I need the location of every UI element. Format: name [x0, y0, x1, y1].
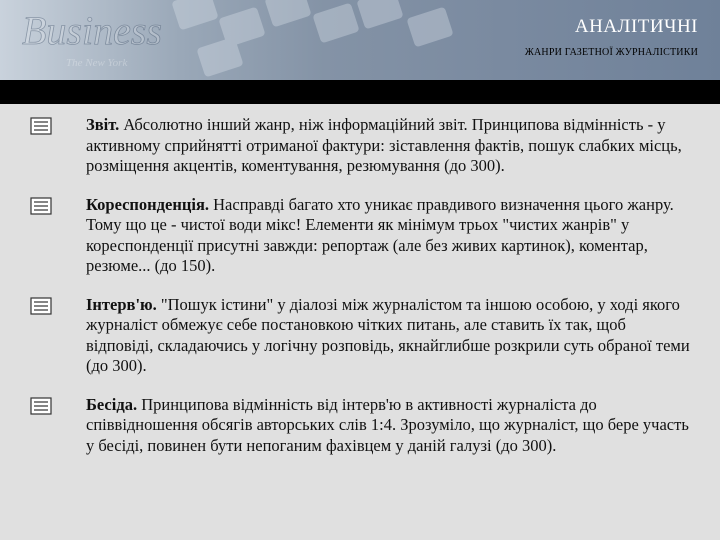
list-item: [30, 395, 690, 457]
list-item: [30, 295, 690, 377]
item-text: "Пошук істини" у діалозі між журналістом та іншою особою, у ході якого журналіст обмежує себе постановкою чітких питань, але ставить їх так, щоб відповіді, складаючись у логічну розповідь, якнайглибше розкрили суть обраної теми (до 300).: [86, 294, 690, 375]
slide-subtitle: ЖАНРИ ГАЗЕТНОЇ ЖУРНАЛІСТИКИ: [524, 47, 698, 58]
logo-text: Business: [22, 8, 162, 53]
slide-header: [0, 0, 720, 80]
item-term: Інтерв'ю.: [86, 294, 157, 314]
item-text: Абсолютно інший жанр, ніж інформаційний звіт. Принципова відмінність - у активному сприйнятті отриманої фактури: зіставлення фактів, пошук слабких місць, розміщення акцентів, коментування, резюмування (до 300).: [86, 115, 682, 175]
calculator-keys-decor: [171, 0, 453, 77]
list-item: [30, 195, 690, 277]
slide-title: АНАЛІТИЧНІ: [574, 16, 698, 37]
bullet-list: [30, 115, 690, 474]
document-bullet-icon: [30, 297, 52, 315]
logo-subtext: The New York: [66, 57, 128, 69]
item-term: Звіт.: [86, 115, 120, 134]
item-term: Кореспонденція.: [86, 194, 210, 214]
list-item: [30, 115, 690, 177]
item-text: Насправді багато хто уникає правдивого визначення цього жанру. Тому що це - чистої води мікс! Елементи як мінімум трьох "чистих жанрів" у кореспонденції присутні завжди: репортаж (але без живих картинок), коментар, резюме... (до 150).: [86, 194, 674, 275]
document-bullet-icon: [30, 117, 52, 135]
document-bullet-icon: [30, 197, 52, 215]
header-background-art: [0, 0, 720, 80]
document-bullet-icon: [30, 397, 52, 415]
item-text: Принципова відмінність від інтерв'ю в активності журналіста до співвідношення обсягів авторських слів 1:4. Зрозуміло, що журналіст, що бере участь у бесіді, повинен бути непоганим фахівцем у даній галузі (до 300).: [86, 394, 689, 455]
item-term: Бесіда.: [86, 394, 138, 414]
header-divider-band: [0, 80, 720, 104]
